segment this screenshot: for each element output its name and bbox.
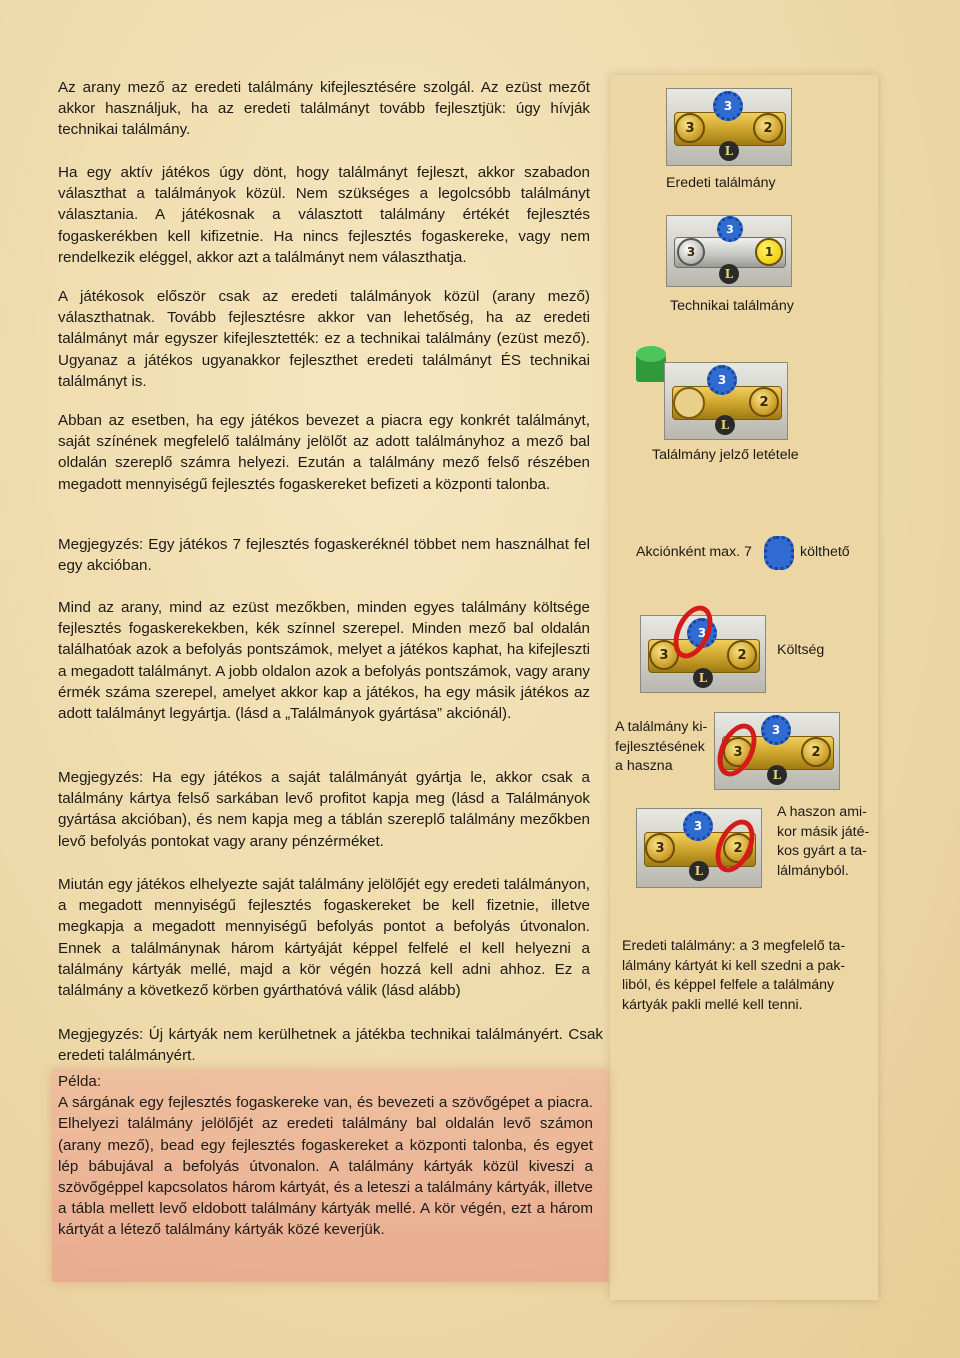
caption-profit: A haszon ami- kor másik játé- kos gyárt a ta- lálmányból. [777, 804, 870, 879]
invention-badge-icon: L [719, 141, 739, 161]
invention-badge-icon: L [719, 264, 739, 284]
caption-original: Eredeti találmány [666, 175, 776, 191]
gear-icon: 3 [713, 91, 743, 121]
gear-icon: 3 [683, 811, 713, 841]
gear-icon: 3 [707, 365, 737, 395]
caption-original-note: Eredeti találmány: a 3 megfelelő ta- lálmány kártyát ki kell szedni a pak- liból, és képpel felfele a találmány kártyák pakli mellé kell tenni. [622, 938, 846, 1013]
influence-coin-left: 3 [645, 833, 675, 863]
influence-coin-left: 3 [675, 113, 705, 143]
invention-badge-icon: L [693, 668, 713, 688]
influence-coin-right: 2 [753, 113, 783, 143]
caption-max-right: költhető [800, 544, 850, 560]
develop-paragraph: Ha egy aktív játékos úgy dönt, hogy találmányt fejleszt, akkor szabadon választhat a találmányok közül. Nem szükséges a legolcsóbb találmányt választania. A játékosnak a választott találmány értékét fejlesztés fogaskerékben kell kifizetnie. Ha nincs fejlesztés fogaskereke, vagy nem rendelkezik eléggel, akkor azt a találmányt nem választhatja. [58, 164, 590, 266]
influence-coin-right: 2 [749, 387, 779, 417]
influence-coin-left: 3 [723, 737, 753, 767]
marker-invention-tile [664, 362, 788, 440]
caption-max-left: Akciónként max. 7 [636, 544, 752, 560]
gold-coin-right: 1 [755, 238, 783, 266]
influence-coin-right: 2 [801, 737, 831, 767]
note-own-paragraph: Megjegyzés: Ha egy játékos a saját találmányát gyártja le, akkor csak a találmány kártya felső sarkában levő profitot kapja meg (lásd a Találmányok gyártása akcióban), és nem kapja meg a táblán szereplő találmány mezőkben levő befolyás pontokat vagy arany pénzérméket. [58, 769, 590, 850]
player-marker-icon [636, 346, 666, 384]
influence-coin-left: 3 [677, 238, 705, 266]
intro-paragraph: Az arany mező az eredeti találmány kifejlesztésére szolgál. Az ezüst mezőt akkor használjuk, ha az eredeti találmányt tovább fejlesztjük: úgy hívják technikai találmány. [58, 79, 590, 139]
caption-marker: Találmány jelző letétele [652, 447, 799, 463]
influence-coin-left: 3 [649, 640, 679, 670]
caption-technical: Technikai találmány [670, 298, 794, 314]
placement-paragraph: Miután egy játékos elhelyezte saját találmány jelölőjét egy eredeti találmányon, a megadott mennyiségű fejlesztés fogaskereket be kell fizetnie, illetve megkapja a megadott mennyiségű befolyás pontot a befolyás útvonalon. Ennek a találmánynak három kártyáját képpel felfelé el kell helyezni a találmány kártyák mellé, majd a kör végén hozzá kell adni ahhoz. Ez a találmány a következő körben gyárthatóvá válik (lásd alább) [58, 876, 590, 1000]
order-paragraph: A játékosok először csak az eredeti találmányok közül (arany mező) választhatnak. Tovább fejlesztésre akkor van lehetőség, ha az eredeti találmányt már egyszer kifejlesztették: ez a technikai találmány (ezüst mező). Ugyanaz a játékos ugyanakkor fejleszthet eredeti találmányt ÉS technikai találmányt is. [58, 288, 590, 390]
note-cards-paragraph: Megjegyzés: Új kártyák nem kerülhetnek a játékba technikai találmányért. Csak eredeti találmányért. [58, 1026, 603, 1065]
gear-icon: 3 [687, 618, 717, 648]
example-paragraph: Példa: A sárgának egy fejlesztés fogaskereke van, és bevezeti a szövőgépet a piacra. Elhelyezi találmány jelölőjét az eredeti találmány bal oldalán levő számon (arany mező), bead egy fejlesztés fogaskereket a központi talonba, és egyet lép bábujával a befolyás útvonalon. A találmány kártyák közül kiveszi a szövőgéppel kapcsolatos három kártyát, és a leteszi a találmány kártyák, illetve a tábla mellett levő eldobott találmány kártyák mellé. A kör végén, ezt a három kártyát a létező találmány kártyák közé keverjük. [58, 1073, 593, 1239]
influence-coin-right: 2 [723, 833, 753, 863]
gear-icon [764, 536, 794, 570]
gear-icon: 3 [761, 715, 791, 745]
caption-cost: Költség [777, 642, 825, 658]
original-invention-tile [666, 88, 792, 166]
invention-badge-icon: L [689, 861, 709, 881]
influence-coin-right: 2 [727, 640, 757, 670]
invention-badge-icon: L [715, 415, 735, 435]
caption-benefit: A találmány ki- fejlesztésének a haszna [615, 719, 708, 774]
technical-invention-tile [666, 215, 792, 287]
note-max-paragraph: Megjegyzés: Egy játékos 7 fejlesztés fogaskeréknél többet nem használhat fel egy akcióban. [58, 536, 590, 575]
gear-icon: 3 [717, 216, 743, 242]
placed-marker-slot [673, 387, 705, 419]
invention-badge-icon: L [767, 765, 787, 785]
market-paragraph: Abban az esetben, ha egy játékos bevezet a piacra egy konkrét találmányt, saját színének megfelelő találmány jelölőt az adott találmányhoz a mező bal oldalán szereplő számra helyezi. Ezután a találmány mező felső részében megadott mennyiségű fejlesztés fogaskereket befizeti a központi talonba. [58, 412, 590, 493]
cost-paragraph: Mind az arany, mind az ezüst mezőkben, minden egyes találmány költsége fejlesztés fogaskerekekben, kék színnel szerepel. Minden mező bal oldalán találhatóak azok a befolyás pontszámok, melyet a játékos kaphat, ha kifejleszti a megadott találmányt. A jobb oldalon azok a befolyás pontszámok, vagy arany érmék száma szerepel, amelyet akkor kap a játékos, ha egy másik játékos az adott találmányt legyártja. (lásd a „Találmányok gyártása” akciónál). [58, 599, 590, 723]
